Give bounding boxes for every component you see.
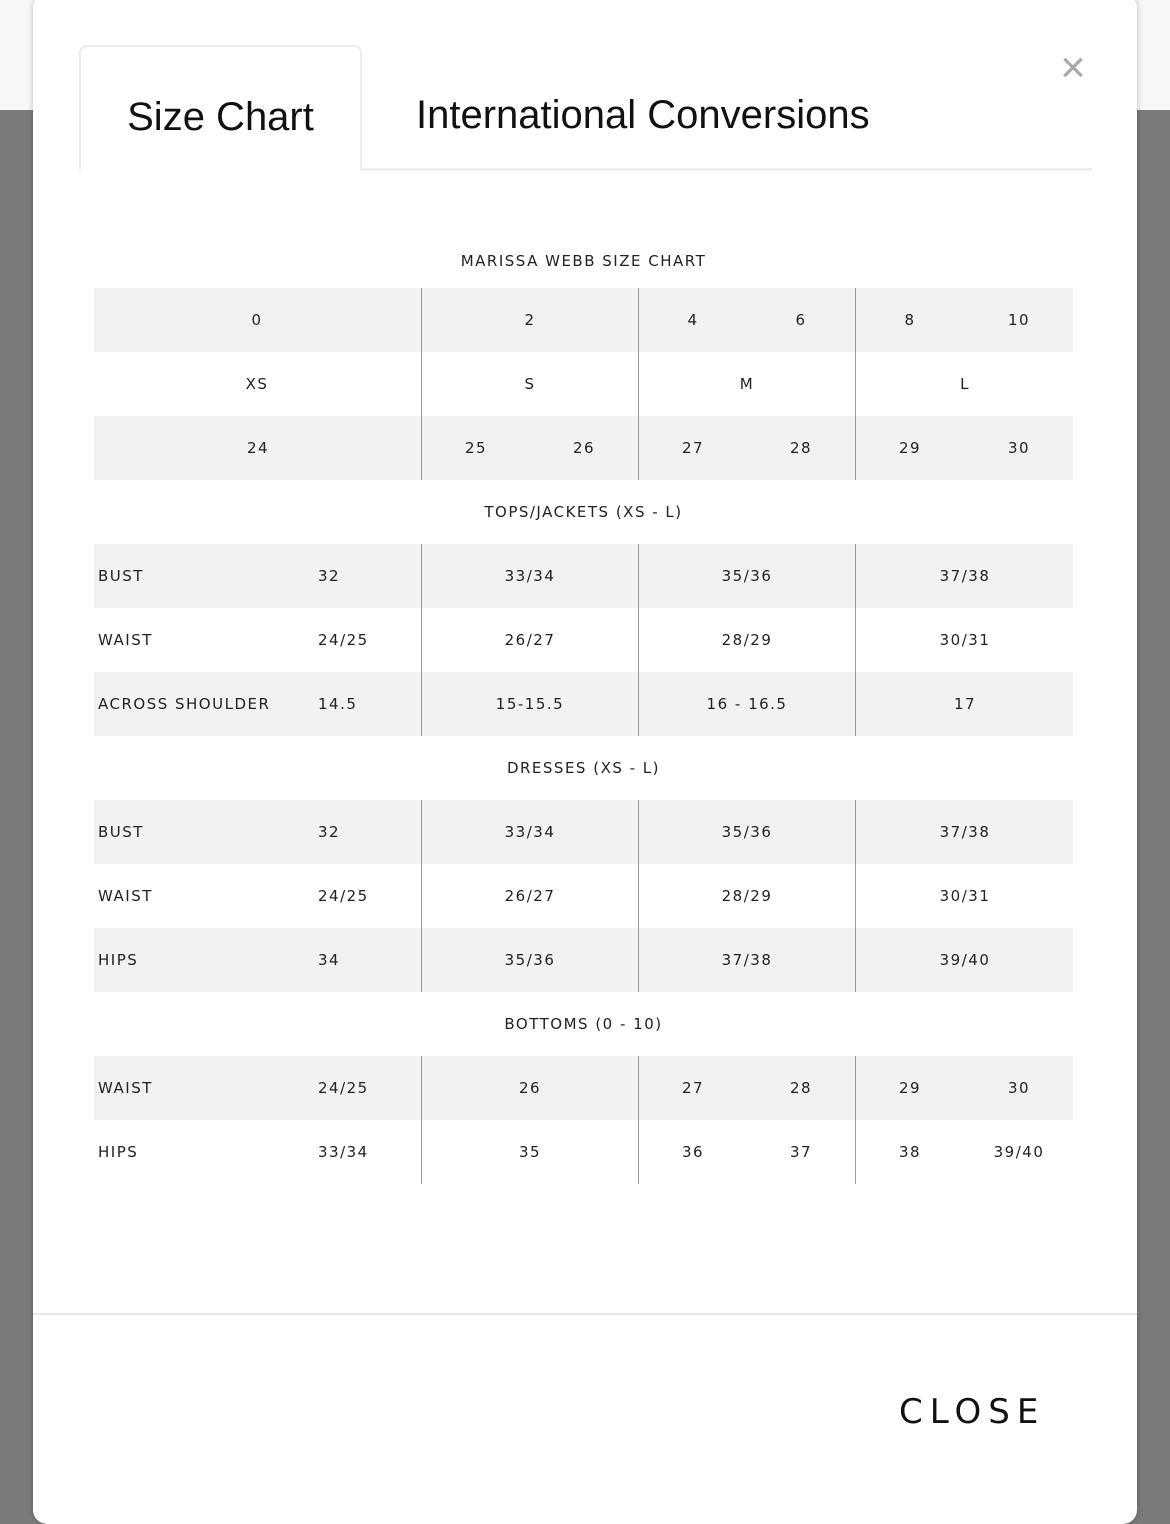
dresses-heading: DRESSES (XS - L)	[506, 759, 661, 777]
footer-divider	[33, 1313, 1137, 1315]
value-s: 15-15.5	[495, 695, 565, 713]
chart-title: MARISSA WEBB SIZE CHART	[460, 252, 707, 270]
value-xs: 32	[318, 567, 341, 585]
value-m: 35/36	[721, 823, 773, 841]
column-divider	[421, 800, 422, 992]
value-8: 38	[898, 1143, 922, 1161]
row-label: HIPS	[98, 951, 139, 969]
numeric-size-row	[94, 288, 1073, 352]
table-row	[94, 1056, 1073, 1120]
row-label: WAIST	[98, 887, 153, 905]
column-divider	[638, 288, 639, 480]
row-label: HIPS	[98, 1143, 139, 1161]
value-s: 26/27	[504, 631, 556, 649]
value-xs: 32	[318, 823, 341, 841]
value-m: 28/29	[721, 631, 773, 649]
tab-underline	[360, 168, 1092, 171]
row-label: BUST	[98, 823, 144, 841]
table-row	[94, 800, 1073, 864]
value-s: 26/27	[504, 887, 556, 905]
row-label: BUST	[98, 567, 144, 585]
table-row	[94, 672, 1073, 736]
tops-heading: TOPS/JACKETS (XS - L)	[484, 503, 683, 521]
size-6: 6	[795, 311, 807, 329]
value-6: 37	[789, 1143, 813, 1161]
waist-24: 24	[246, 439, 270, 457]
column-divider	[855, 800, 856, 992]
dresses-section	[94, 800, 1073, 992]
row-label: WAIST	[98, 1079, 153, 1097]
table-row	[94, 608, 1073, 672]
value-s: 33/34	[504, 823, 556, 841]
value-xs: 34	[318, 951, 341, 969]
close-button[interactable]: CLOSE	[899, 1392, 1046, 1432]
size-s: S	[524, 375, 536, 393]
size-chart-modal	[33, 0, 1137, 1524]
bottoms-heading: BOTTOMS (0 - 10)	[504, 1015, 663, 1033]
column-divider	[855, 288, 856, 480]
value-l: 17	[953, 695, 977, 713]
value-m: 28/29	[721, 887, 773, 905]
letter-size-row	[94, 352, 1073, 416]
size-l: L	[960, 375, 970, 393]
size-10: 10	[1007, 311, 1031, 329]
value-xs: 24/25	[318, 887, 369, 905]
row-label: WAIST	[98, 631, 153, 649]
value-xs: 24/25	[318, 631, 369, 649]
value-l: 30/31	[939, 887, 991, 905]
value-0: 24/25	[318, 1079, 369, 1097]
waist-30: 30	[1007, 439, 1031, 457]
waist-size-row	[94, 416, 1073, 480]
value-10: 39/40	[993, 1143, 1045, 1161]
row-label: ACROSS SHOULDER	[98, 695, 271, 713]
size-4: 4	[687, 311, 699, 329]
column-divider	[638, 544, 639, 736]
value-s: 33/34	[504, 567, 556, 585]
sizes-section	[94, 288, 1073, 480]
size-8: 8	[904, 311, 916, 329]
tops-section	[94, 544, 1073, 736]
column-divider	[638, 1056, 639, 1184]
tab-size-chart[interactable]: Size Chart	[79, 45, 362, 169]
table-row	[94, 864, 1073, 928]
column-divider	[421, 288, 422, 480]
table-row	[94, 928, 1073, 992]
value-2: 35	[518, 1143, 542, 1161]
waist-27: 27	[681, 439, 705, 457]
tab-international-conversions[interactable]: International Conversions	[416, 93, 870, 137]
column-divider	[855, 1056, 856, 1184]
size-chart-table	[94, 236, 1073, 1184]
value-m: 35/36	[721, 567, 773, 585]
waist-28: 28	[789, 439, 813, 457]
value-0: 33/34	[318, 1143, 369, 1161]
value-4: 27	[681, 1079, 705, 1097]
bottoms-section	[94, 1056, 1073, 1184]
close-icon[interactable]: ×	[1060, 43, 1086, 92]
value-2: 26	[518, 1079, 542, 1097]
value-l: 37/38	[939, 823, 991, 841]
value-10: 30	[1007, 1079, 1031, 1097]
table-row	[94, 1120, 1073, 1184]
size-0: 0	[251, 311, 263, 329]
column-divider	[638, 800, 639, 992]
column-divider	[855, 544, 856, 736]
size-xs: XS	[245, 375, 269, 393]
value-xs: 14.5	[318, 695, 358, 713]
value-l: 30/31	[939, 631, 991, 649]
value-4: 36	[681, 1143, 705, 1161]
value-m: 37/38	[721, 951, 773, 969]
value-s: 35/36	[504, 951, 556, 969]
waist-25: 25	[464, 439, 488, 457]
column-divider	[421, 544, 422, 736]
value-8: 29	[898, 1079, 922, 1097]
waist-26: 26	[572, 439, 596, 457]
waist-29: 29	[898, 439, 922, 457]
value-m: 16 - 16.5	[706, 695, 788, 713]
size-2: 2	[524, 311, 536, 329]
value-l: 39/40	[939, 951, 991, 969]
value-6: 28	[789, 1079, 813, 1097]
table-row	[94, 544, 1073, 608]
size-m: M	[739, 375, 755, 393]
column-divider	[421, 1056, 422, 1184]
value-l: 37/38	[939, 567, 991, 585]
